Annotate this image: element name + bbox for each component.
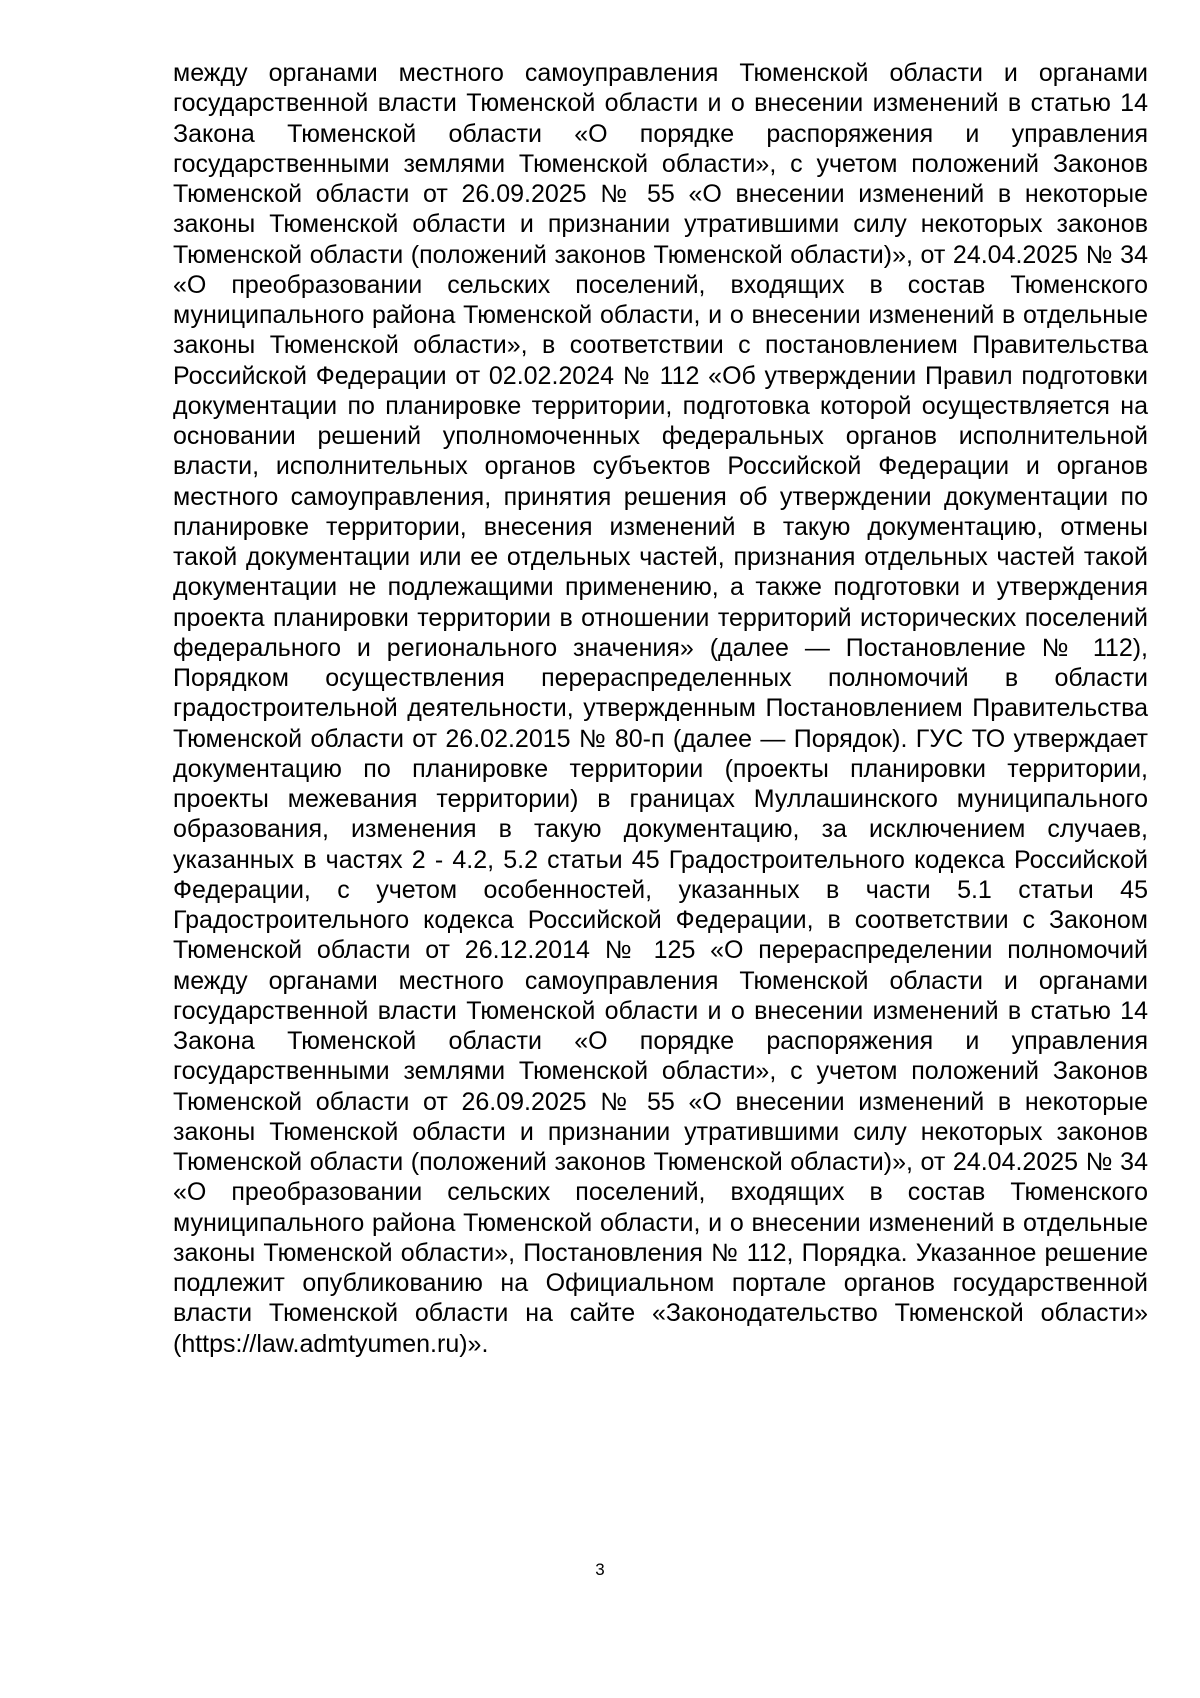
page-number: 3 [595, 1560, 605, 1579]
body-paragraph: между органами местного самоуправления Тюменской области и органами государственной власти Тюменской области и о внесении изменений в статью 14 Закона Тюменской области «О порядке распоряжения и управления государственными землями Тюменской области», с учетом положений Законов Тюменской области от 26.09.2025 № 55 «О внесении изменений в некоторые законы Тюменской области и признании утратившими силу некоторых законов Тюменской области (положений законов Тюменской области)», от 24.04.2025 № 34 «О преобразовании сельских поселений, входящих в состав Тюменского муниципального района Тюменской области, и о внесении изменений в отдельные законы Тюменской области», в соответствии с постановлением Правительства Российской Федерации от 02.02.2024 № 112 «Об утверждении Правил подготовки документации по планировке территории, подготовка которой осуществляется на основании решений уполномоченных федеральных органов исполнительной власти, исполнительных органов субъектов Российской Федерации и органов местного самоуправления, принятия решения об утверждении документации по планировке территории, внесения изменений в такую документацию, отмены такой документации или ее отдельных частей, признания отдельных частей такой документации не подлежащими применению, а также подготовки и утверждения проекта планировки территории в отношении территорий исторических поселений федерального и регионального значения» (далее — Постановление № 112), Порядком осуществления перераспределенных полномочий в области градостроительной деятельности, утвержденным Постановлением Правительства Тюменской области от 26.02.2015 № 80-п (далее — Порядок). ГУС ТО утверждает документацию по планировке территории (проекты планировки территории, проекты межевания территории) в границах Муллашинского муниципального образования, изменения в такую документацию, за исключением случаев, указанных в частях 2 - 4.2, 5.2 статьи 45 Градостроительного кодекса Российской Федерации, с учетом особенностей, указанных в части 5.1 статьи 45 Градостроительного кодекса Российской Федерации, в соответствии с Законом Тюменской области от 26.12.2014 № 125 «О перераспределении полномочий между органами местного самоуправления Тюменской области и органами государственной власти Тюменской области и о внесении изменений в статью 14 Закона Тюменской области «О порядке распоряжения и управления государственными землями Тюменской области», с учетом положений Законов Тюменской области от 26.09.2025 № 55 «О внесении изменений в некоторые законы Тюменской области и признании утратившими силу некоторых законов Тюменской области (положений законов Тюменской области)», от 24.04.2025 № 34 «О преобразовании сельских поселений, входящих в состав Тюменского муниципального района Тюменской области, и о внесении изменений в отдельные законы Тюменской области», Постановления № 112, Порядка. Указанное решение подлежит опубликованию на Официальном портале органов государственной власти Тюменской области на сайте «Законодательство Тюменской области» (https://law.admtyumen.ru)». [173, 59, 1148, 1358]
